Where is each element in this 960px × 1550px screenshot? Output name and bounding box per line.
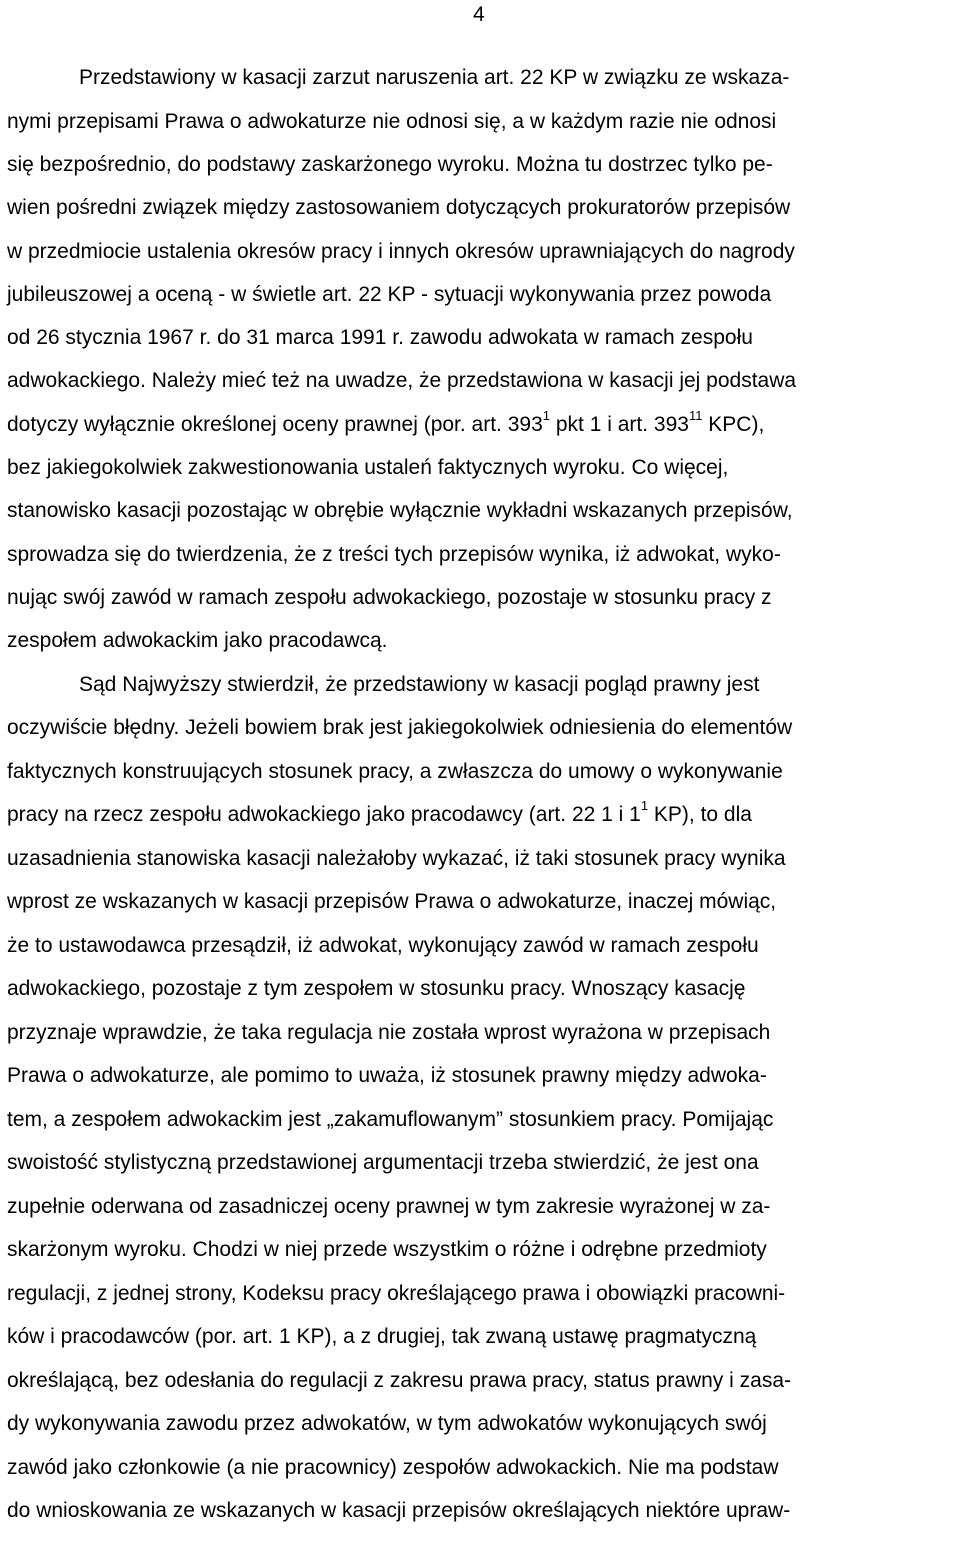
- text-line: przyznaje wprawdzie, że taka regulacja nie została wprost wyrażona w przepisach: [7, 1021, 771, 1044]
- text-line: dy wykonywania zawodu przez adwokatów, w tym adwokatów wykonujących swój: [7, 1412, 767, 1435]
- text-line: wprost ze wskazanych w kasacji przepisów Prawa o adwokaturze, inaczej mówiąc,: [7, 890, 777, 913]
- text-span: KPC),: [702, 413, 765, 436]
- text-line: swoistość stylistyczną przedstawionej argumentacji trzeba stwierdzić, że jest ona: [7, 1151, 759, 1174]
- text-line: zespołem adwokackim jako pracodawcą.: [7, 629, 388, 652]
- text-line: stanowisko kasacji pozostając w obrębie wyłącznie wykładni wskazanych przepisów,: [7, 499, 793, 522]
- text-line: oczywiście błędny. Jeżeli bowiem brak jest jakiegokolwiek odniesienia do elementów: [7, 716, 793, 739]
- superscript: 1: [542, 408, 551, 423]
- superscript: 11: [688, 408, 703, 423]
- text-line: adwokackiego, pozostaje z tym zespołem w stosunku pracy. Wnoszący kasację: [7, 977, 746, 1000]
- text-line: określającą, bez odesłania do regulacji z zakresu prawa pracy, status prawny i zasa-: [7, 1369, 791, 1392]
- text-line: w przedmiocie ustalenia okresów pracy i innych okresów uprawniających do nagrody: [7, 240, 795, 263]
- text-line: zawód jako członkowie (a nie pracownicy) zespołów adwokackich. Nie ma podstaw: [7, 1456, 779, 1479]
- text-line: bez jakiegokolwiek zakwestionowania ustaleń faktycznych wyroku. Co więcej,: [7, 456, 729, 479]
- text-line: Prawa o adwokaturze, ale pomimo to uważa, iż stosunek prawny między adwoka-: [7, 1064, 767, 1087]
- page-number: 4: [473, 3, 485, 26]
- text-line: skarżonym wyroku. Chodzi w niej przede wszystkim o różne i odrębne przedmioty: [7, 1238, 767, 1261]
- text-line: że to ustawodawca przesądził, iż adwokat, wykonujący zawód w ramach zespołu: [7, 934, 759, 957]
- text-line: jubileuszowej a oceną - w świetle art. 22 KP - sytuacji wykonywania przez powoda: [7, 283, 772, 306]
- text-span: pkt 1 i art. 393: [550, 413, 689, 436]
- text-line: zupełnie oderwana od zasadniczej oceny prawnej w tym zakresie wyrażonej w za-: [7, 1195, 771, 1218]
- text-span: dotyczy wyłącznie określonej oceny prawnej (por. art. 393: [7, 413, 543, 436]
- text-line: nując swój zawód w ramach zespołu adwokackiego, pozostaje w stosunku pracy z: [7, 586, 772, 609]
- superscript: 1: [640, 798, 649, 813]
- text-line: faktycznych konstruujących stosunek pracy, a zwłaszcza do umowy o wykonywanie: [7, 760, 783, 783]
- text-line: nymi przepisami Prawa o adwokaturze nie odnosi się, a w każdym razie nie odnosi: [7, 110, 777, 133]
- text-line: do wnioskowania ze wskazanych w kasacji przepisów określających niektóre upraw-: [7, 1499, 791, 1522]
- text-line: od 26 stycznia 1967 r. do 31 marca 1991 r. zawodu adwokata w ramach zespołu: [7, 326, 753, 349]
- text-line: się bezpośrednio, do podstawy zaskarżonego wyroku. Można tu dostrzec tylko pe-: [7, 153, 773, 176]
- text-line: [7, 800, 752, 830]
- text-line: uzasadnienia stanowiska kasacji należałoby wykazać, iż taki stosunek pracy wynika: [7, 847, 786, 870]
- text-line: regulacji, z jednej strony, Kodeksu pracy określającego prawa i obowiązki pracowni-: [7, 1282, 786, 1305]
- text-line: adwokackiego. Należy mieć też na uwadze, że przedstawiona w kasacji jej podstawa: [7, 369, 797, 392]
- text-line: ków i pracodawców (por. art. 1 KP), a z drugiej, tak zwaną ustawę pragmatyczną: [7, 1325, 757, 1348]
- text-line: sprowadza się do twierdzenia, że z treści tych przepisów wynika, iż adwokat, wyko-: [7, 543, 781, 566]
- text-span: KP), to dla: [648, 803, 752, 826]
- text-line: Przedstawiony w kasacji zarzut naruszenia art. 22 KP w związku ze wskaza-: [79, 66, 790, 89]
- text-line: Sąd Najwyższy stwierdził, że przedstawiony w kasacji pogląd prawny jest: [79, 673, 760, 696]
- text-line: [7, 410, 764, 440]
- text-span: pracy na rzecz zespołu adwokackiego jako pracodawcy (art. 22 1 i 1: [7, 803, 641, 826]
- text-line: tem, a zespołem adwokackim jest „zakamuflowanym” stosunkiem pracy. Pomijając: [7, 1108, 774, 1131]
- text-line: wien pośredni związek między zastosowaniem dotyczących prokuratorów przepisów: [7, 196, 791, 219]
